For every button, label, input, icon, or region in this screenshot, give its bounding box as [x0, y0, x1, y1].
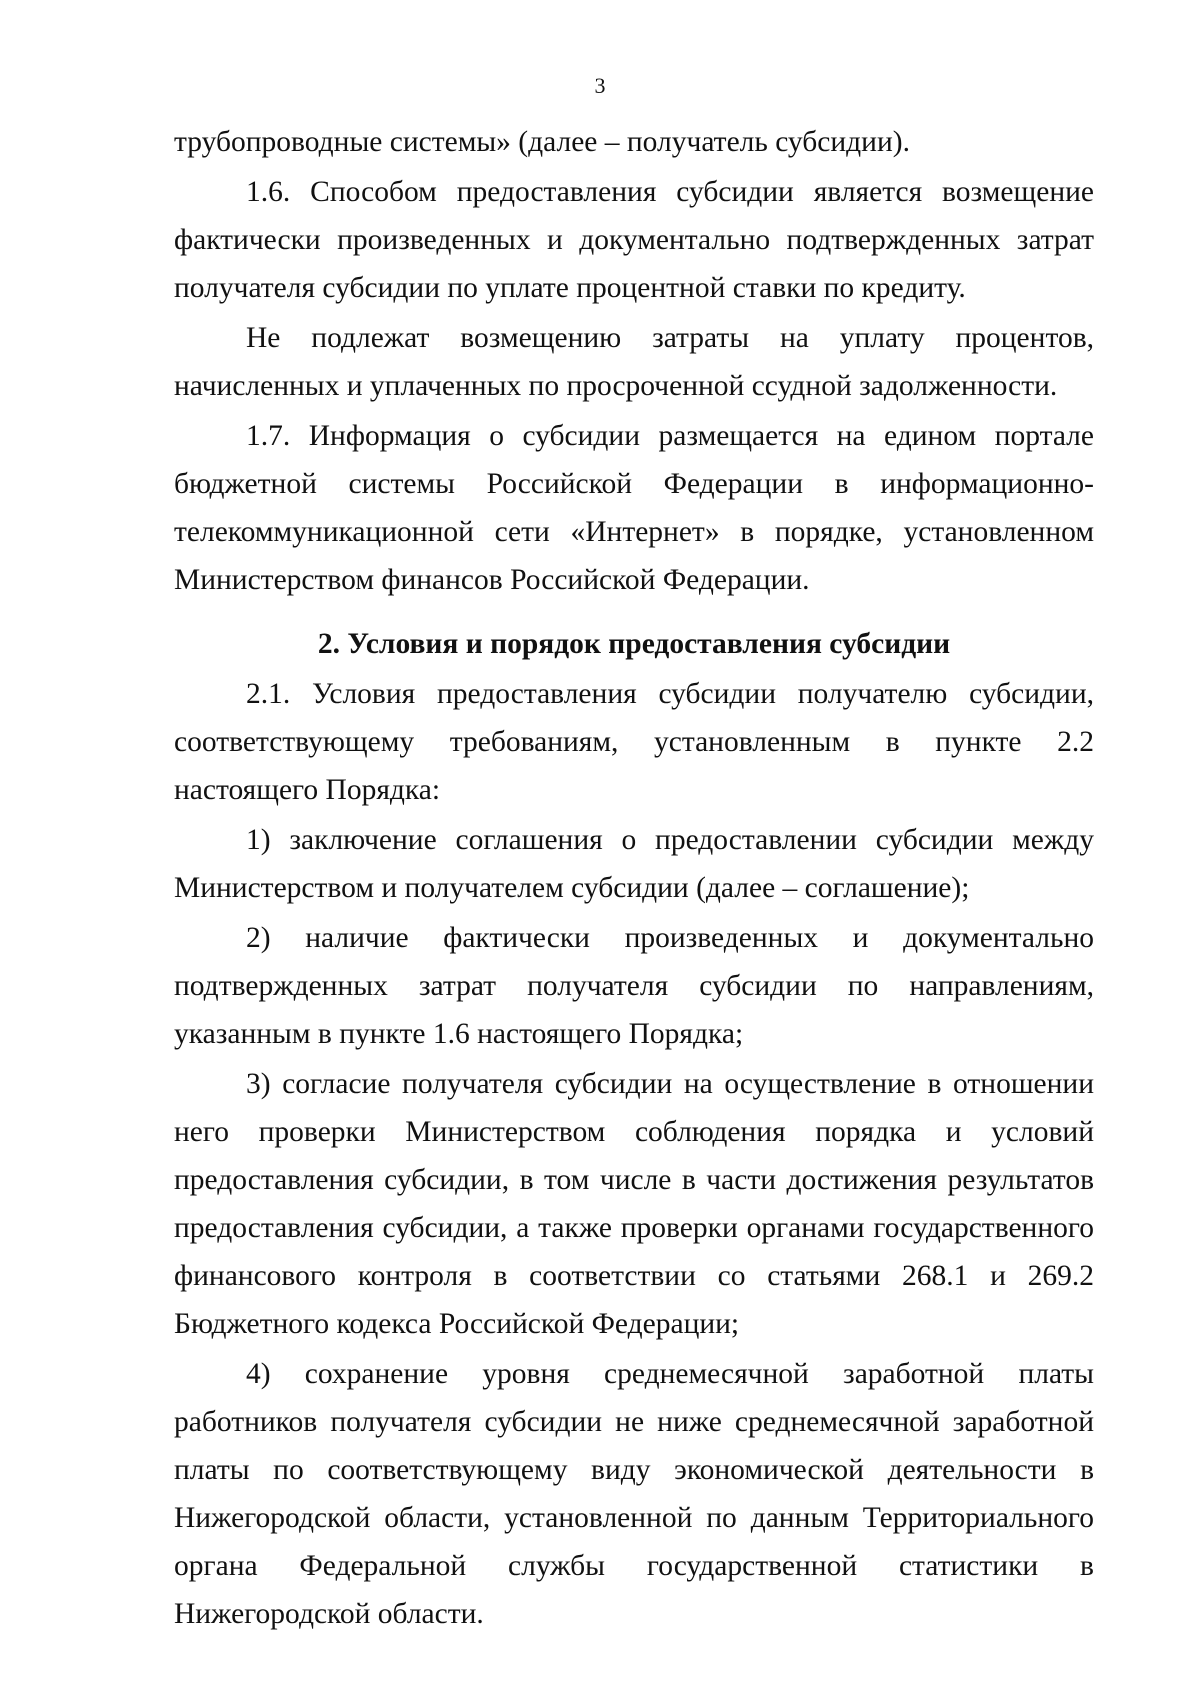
- paragraph-1-7: 1.7. Информация о субсидии размещается на едином портале бюджетной системы Российской Федерации в информационно-телекоммуникационной сети «Интернет» в порядке, установленном Министерством финансов Российской Федерации.: [174, 420, 1094, 596]
- list-item-1: 1) заключение соглашения о предоставлении субсидии между Министерством и получателем субсидии (далее – соглашение);: [174, 824, 1094, 904]
- list-item-4: 4) сохранение уровня среднемесячной заработной платы работников получателя субсидии не ниже среднемесячной заработной платы по соответствующему виду экономической деятельности в Нижегородской области, установленной по данным Территориального органа Федеральной службы государственной статистики в Нижегородской области.: [174, 1358, 1094, 1630]
- document-body: [174, 118, 1094, 1638]
- paragraph-continuation: трубопроводные системы» (далее – получатель субсидии).: [174, 126, 910, 158]
- list-item-2: 2) наличие фактически произведенных и документально подтвержденных затрат получателя субсидии по направлениям, указанным в пункте 1.6 настоящего Порядка;: [174, 922, 1094, 1050]
- paragraph-1-6: 1.6. Способом предоставления субсидии является возмещение фактически произведенных и документально подтвержденных затрат получателя субсидии по уплате процентной ставки по кредиту.: [174, 176, 1094, 304]
- paragraph-1-6-exclusion: Не подлежат возмещению затраты на уплату процентов, начисленных и уплаченных по просроченной ссудной задолженности.: [174, 322, 1094, 402]
- page-number: 3: [594, 73, 606, 98]
- list-item-3: 3) согласие получателя субсидии на осуществление в отношении него проверки Министерством соблюдения порядка и условий предоставления субсидии, в том числе в части достижения результатов предоставления субсидии, а также проверки органами государственного финансового контроля в соответствии со статьями 268.1 и 269.2 Бюджетного кодекса Российской Федерации;: [174, 1068, 1094, 1340]
- paragraph-2-1: 2.1. Условия предоставления субсидии получателю субсидии, соответствующему требованиям, установленным в пункте 2.2 настоящего Порядка:: [174, 678, 1094, 806]
- section-heading-2: 2. Условия и порядок предоставления субсидии: [317, 628, 951, 660]
